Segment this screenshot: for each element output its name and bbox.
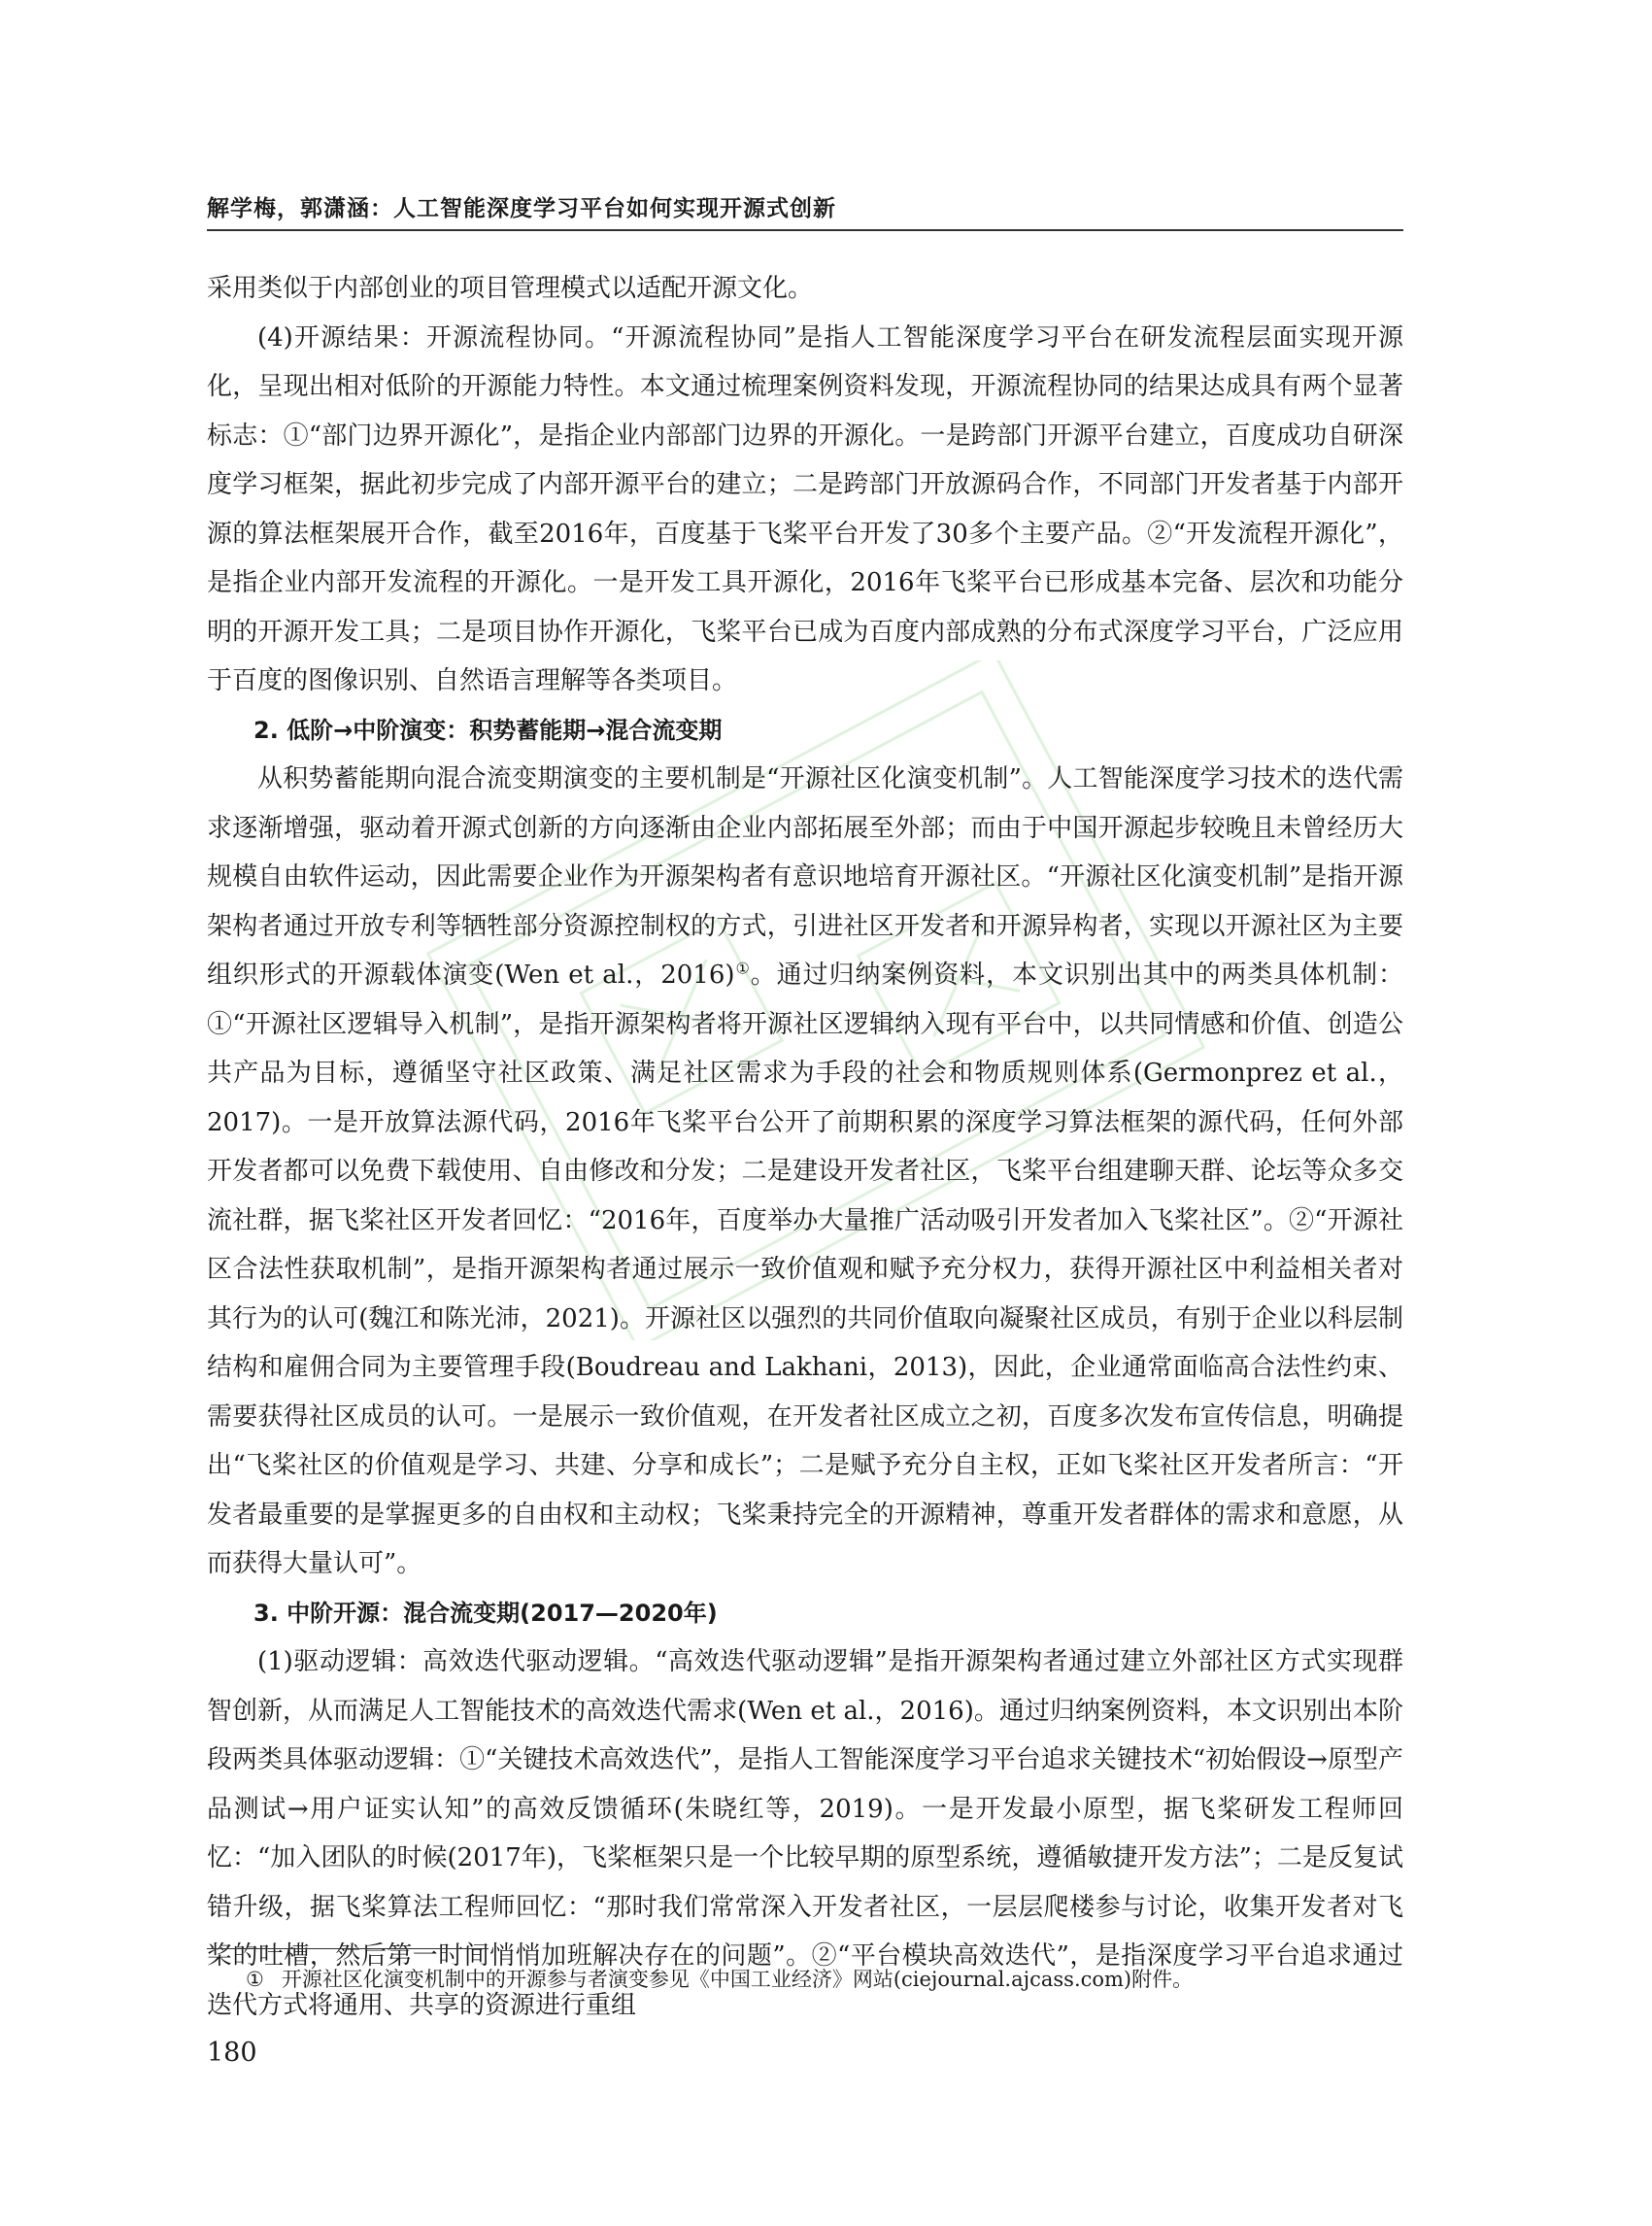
page-number: 180 [207, 2038, 257, 2068]
footnote-rule [207, 1948, 489, 1949]
section-heading-2: 2. 低阶→中阶演变：积势蓄能期→混合流变期 [253, 716, 723, 744]
paragraph-driving-logic: (1)驱动逻辑：高效迭代驱动逻辑。“高效迭代驱动逻辑”是指开源架构者通过建立外部社区方式实现群智创新，从而满足人工智能技术的高效迭代需求(Wen et al.，2016)。通过归纳案例资料，本文识别出本阶段两类具体驱动逻辑：①“关键技术高效迭代”，是指人工智能深度学习平台追求关键技术“初始假设→原型产品测试→用户证实认知”的高效反馈循环(朱晓红等，2019)。一是开发最小原型，据飞桨研发工程师回忆：“加入团队的时候(2017年)，飞桨框架只是一个比较早期的原型系统，遵循敏捷开发方法”；二是反复试错升级，据飞桨算法工程师回忆：“那时我们常常深入开发者社区，一层层爬楼参与讨论，收集开发者对飞桨的吐槽，然后第一时间悄悄加班解决存在的问题”。②“平台模块高效迭代”，是指深度学习平台追求通过迭代方式将通用、共享的资源进行重组 [207, 1647, 1403, 2020]
paragraph-text: 。通过归纳案例资料，本文识别出其中的两类具体机制：①“开源社区逻辑导入机制”，是指开源架构者将开源社区逻辑纳入现有平台中，以共同情感和价值、创造公共产品为目标，遵循坚守社区政策、满足社区需求为手段的社会和物质规则体系(Germonprez et al.，2017)。一是开放算法源代码，2016年飞桨平台公开了前期积累的深度学习算法框架的源代码，任何外部开发者都可以免费下载使用、自由修改和分发；二是建设开发者社区，飞桨平台组建聊天群、论坛等众多交流社群，据飞桨社区开发者回忆：“2016年，百度举办大量推广活动吸引开发者加入飞桨社区”。②“开源社区合法性获取机制”，是指开源架构者通过展示一致价值观和赋予充分权力，获得开源社区中利益相关者对其行为的认可(魏江和陈光沛，2021)。开源社区以强烈的共同价值取向凝聚社区成员，有别于企业以科层制结构和雇佣合同为主要管理手段(Boudreau and Lakhani，2013)，因此，企业通常面临高合法性约束、需要获得社区成员的认可。一是展示一致价值观，在开发者社区成立之初，百度多次发布宣传信息，明确提出“飞桨社区的价值观是学习、共建、分享和成长”；二是赋予充分自主权，正如飞桨社区开发者所言：“开发者最重要的是掌握更多的自由权和主动权；飞桨秉持完全的开源精神，尊重开发者群体的需求和意愿，从而获得大量认可”。 [207, 961, 1403, 1578]
running-head: 解学梅，郭潇涵：人工智能深度学习平台如何实现开源式创新 [207, 196, 836, 221]
paragraph-text: 从积势蓄能期向混合流变期演变的主要机制是“开源社区化演变机制”。人工智能深度学习技术的迭代需求逐渐增强，驱动着开源式创新的方向逐渐由企业内部拓展至外部；而由于中国开源起步较晚且未曾经历大规模自由软件运动，因此需要企业作为开源架构者有意识地培育开源社区。“开源社区化演变机制”是指开源架构者通过开放专利等牺牲部分资源控制权的方式，引进社区开发者和开源异构者，实现以开源社区为主要组织形式的开源载体演变(Wen et al.，2016) [207, 764, 1403, 990]
paragraph-open-source-process: (4)开源结果：开源流程协同。“开源流程协同”是指人工智能深度学习平台在研发流程层面实现开源化，呈现出相对低阶的开源能力特性。本文通过梳理案例资料发现，开源流程协同的结果达成具有两个显著标志：①“部门边界开源化”，是指企业内部部门边界的开源化。一是跨部门开源平台建立，百度成功自研深度学习框架，据此初步完成了内部开源平台的建立；二是跨部门开放源码合作，不同部门开发者基于内部开源的算法框架展开合作，截至2016年，百度基于飞桨平台开发了30多个主要产品。②“开发流程开源化”，是指企业内部开发流程的开源化。一是开发工具开源化，2016年飞桨平台已形成基本完备、层次和功能分明的开源开发工具；二是项目协作开源化，飞桨平台已成为百度内部成熟的分布式深度学习平台，广泛应用于百度的图像识别、自然语言理解等各类项目。 [207, 322, 1403, 695]
footnote-text: 开源社区化演变机制中的开源参与者演变参见《中国工业经济》网站(ciejournal.ajcass.com)附件。 [281, 1968, 1194, 1991]
article-body [207, 264, 1403, 2030]
header-rule [207, 229, 1403, 231]
footnote-reference[interactable]: ① [734, 959, 751, 978]
footnote-mark: ① [246, 1968, 264, 1991]
footnote [246, 1962, 1392, 1997]
paragraph-continuation: 采用类似于内部创业的项目管理模式以适配开源文化。 [207, 274, 814, 303]
paragraph-community-mechanism [207, 755, 1403, 1589]
section-heading-3: 3. 中阶开源：混合流变期(2017—2020年) [253, 1599, 718, 1627]
